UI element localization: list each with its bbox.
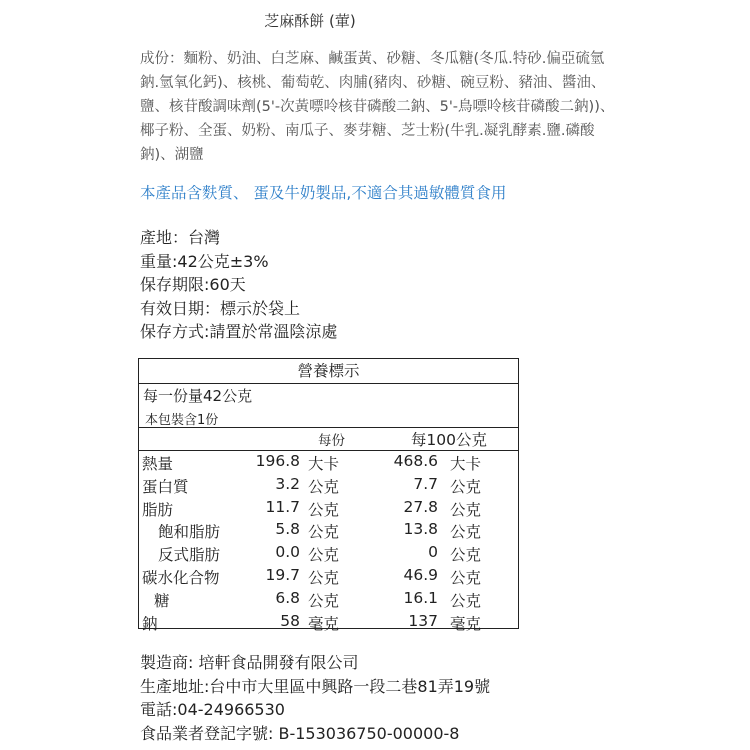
registration-line: 食品業者登記字號: B-153036750-00000-8 — [140, 723, 460, 743]
address-line: 生產地址:台中市大里區中興路一段二巷81弄19號 — [140, 676, 491, 696]
weight-line: 重量:42公克±3% — [140, 251, 269, 271]
per-serving-value: 11.7 — [265, 497, 300, 516]
per-serving-unit: 公克 — [308, 523, 340, 542]
nutrition-row — [138, 542, 519, 565]
per-100g-value: 7.7 — [413, 474, 438, 493]
per-100g-value: 27.8 — [403, 497, 438, 516]
col-per-100g: 每100公克 — [410, 431, 487, 449]
per-100g-value: 13.8 — [403, 520, 438, 539]
nutrition-row — [138, 497, 519, 520]
nutrient-label: 飽和脂肪 — [158, 523, 221, 542]
per-100g-unit: 毫克 — [450, 614, 482, 633]
per-serving-unit: 公克 — [308, 546, 340, 565]
per-serving-unit: 公克 — [308, 591, 340, 610]
per-serving-unit: 公克 — [308, 568, 340, 587]
nutrient-label: 鈉 — [142, 614, 158, 633]
nutrition-row — [138, 474, 519, 497]
per-serving-value: 3.2 — [275, 474, 300, 493]
product-title: 芝麻酥餅 (葷) — [264, 12, 356, 30]
serving-size: 每一份量42公克 — [143, 387, 253, 405]
per-serving-value: 58 — [280, 611, 300, 630]
per-100g-unit: 公克 — [450, 477, 482, 496]
product-info-list — [140, 226, 337, 344]
manufacturer-line: 製造商: 培軒食品開發有限公司 — [140, 653, 359, 672]
per-100g-value: 137 — [408, 611, 438, 630]
per-100g-unit: 公克 — [450, 568, 482, 587]
per-serving-value: 19.7 — [265, 565, 300, 584]
nutrient-label: 反式脂肪 — [158, 546, 221, 565]
storage-line: 保存方式:請置於常溫陰涼處 — [140, 322, 338, 341]
nutrient-label: 脂肪 — [142, 500, 174, 519]
per-100g-unit: 公克 — [450, 546, 482, 565]
origin-line: 產地：台灣 — [140, 228, 221, 247]
per-serving-value: 6.8 — [275, 588, 300, 607]
per-100g-unit: 公克 — [450, 591, 482, 610]
per-100g-unit: 公克 — [450, 523, 482, 542]
nutrition-rows — [138, 451, 519, 633]
nutrition-title: 營養標示 — [139, 359, 518, 384]
nutrition-row — [138, 611, 519, 634]
per-serving-unit: 公克 — [308, 477, 340, 496]
per-serving-unit: 公克 — [308, 500, 340, 519]
phone-line: 電話:04-24966530 — [140, 700, 285, 719]
servings-per-package: 本包裝含1份 — [145, 413, 219, 428]
nutrient-label: 糖 — [154, 591, 170, 610]
nutrient-label: 蛋白質 — [142, 477, 189, 496]
company-info-list — [140, 651, 490, 745]
shelf-life-line: 保存期限:60天 — [140, 275, 246, 294]
per-serving-unit: 大卡 — [308, 455, 340, 473]
col-per-serving: 每份 — [318, 433, 345, 449]
nutrition-row — [138, 588, 519, 611]
expiry-line: 有效日期：標示於袋上 — [140, 298, 301, 318]
per-serving-unit: 毫克 — [308, 614, 340, 633]
nutrition-row — [138, 565, 519, 588]
per-100g-value: 0 — [428, 543, 438, 562]
per-100g-value: 46.9 — [403, 565, 438, 584]
nutrition-row — [138, 519, 519, 542]
allergen-warning: 本產品含麩質、 蛋及牛奶製品,不適合其過敏體質食用 — [140, 184, 507, 202]
nutrient-label: 熱量 — [142, 455, 174, 473]
per-serving-value: 0.0 — [275, 543, 300, 562]
per-100g-value: 16.1 — [403, 588, 438, 607]
ingredients-text: 成份：麵粉、奶油、白芝麻、鹹蛋黃、砂糖、冬瓜糖(冬瓜.特砂.偏亞硫氫鈉.氫氧化鈣)、核桃、葡萄乾、肉脯(豬肉、砂糖、碗豆粉、豬油、醬油、鹽、核苷酸調味劑(5'-次黃嘌呤核苷磷酸二鈉、5'-鳥嘌呤核苷磷酸二鈉))、椰子粉、全蛋、奶粉、南瓜子、麥芽糖、芝士粉(牛乳.凝乳酵素.鹽.磷酸鈉)、湖鹽 — [140, 51, 615, 163]
nutrition-row — [138, 451, 519, 474]
per-serving-value: 5.8 — [275, 520, 300, 539]
per-100g-value: 468.6 — [393, 452, 438, 470]
nutrient-label: 碳水化合物 — [142, 568, 220, 587]
per-100g-unit: 大卡 — [450, 455, 482, 473]
per-serving-value: 196.8 — [255, 452, 300, 470]
per-100g-unit: 公克 — [450, 500, 482, 519]
